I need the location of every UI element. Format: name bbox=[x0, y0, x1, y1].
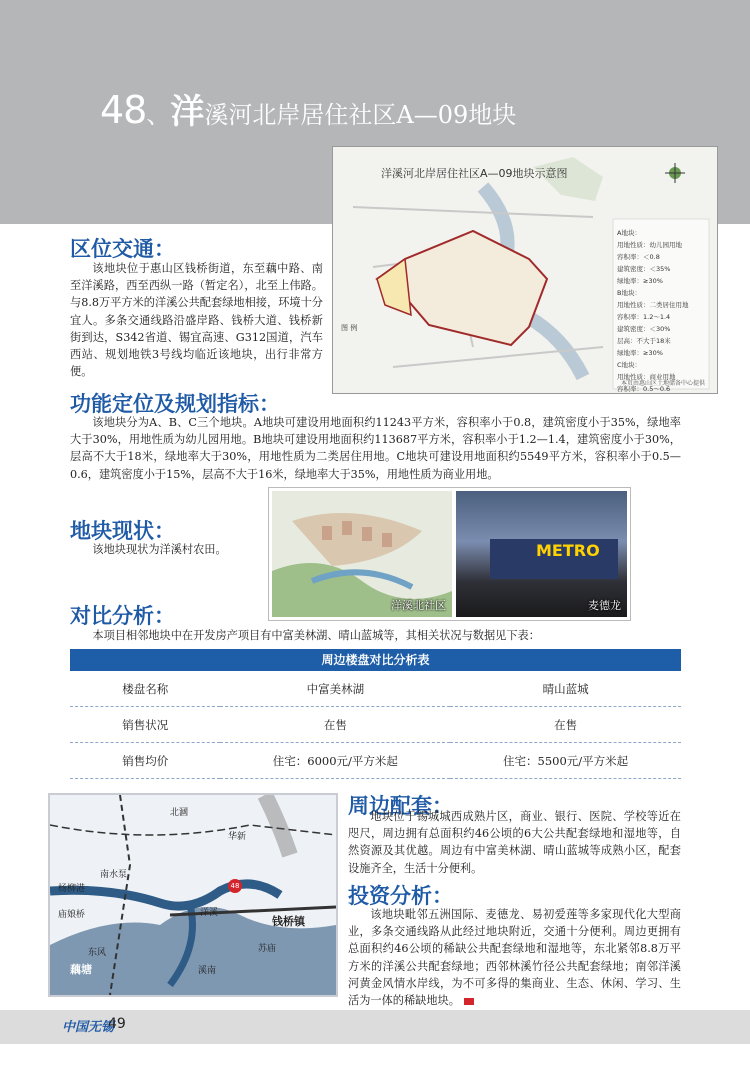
metro-sign: METRO bbox=[536, 541, 600, 560]
table-row bbox=[70, 707, 681, 743]
title-rest: 溪河北岸居住社区A—09地块 bbox=[204, 101, 517, 129]
info-line: A地块： bbox=[617, 229, 641, 237]
map-label: 东风 bbox=[88, 948, 107, 958]
table-cell: 销售状况 bbox=[70, 707, 220, 743]
map-label: 华新 bbox=[228, 832, 247, 842]
metro-photo-caption: 麦德龙 bbox=[588, 599, 621, 612]
page-title bbox=[100, 84, 516, 133]
investment-text bbox=[348, 906, 681, 1009]
info-line: 绿地率：≥30% bbox=[617, 349, 663, 357]
site-map-info bbox=[617, 227, 709, 394]
facilities-text bbox=[348, 808, 681, 877]
info-line: C地块： bbox=[617, 361, 642, 369]
function-heading: 功能定位及规划指标： bbox=[70, 392, 280, 416]
table-title: 周边楼盘对比分析表 bbox=[70, 649, 681, 671]
status-text bbox=[70, 541, 260, 558]
community-photo-caption: 洋溪北社区 bbox=[391, 599, 446, 612]
info-line: 建筑密度：＜30% bbox=[617, 325, 671, 333]
compare-paragraph: 本项目相邻地块中在开发房产项目有中富美林湖、晴山蓝城等，其相关状况与数据见下表： bbox=[92, 629, 540, 642]
compare-heading: 对比分析： bbox=[70, 604, 175, 628]
site-map-footnote: 本页由惠山区土地储备中心提供 bbox=[620, 380, 705, 387]
investment-paragraph-text: 该地块毗邻五洲国际、麦德龙、易初爱莲等多家现代化大型商业，多条交通线路从此经过地块附近，交通十分便利。周边更拥有总面积约46公顷的稀缺公共配套绿地和湿地等，东北紧邻8.8万平方米的洋溪公共配套绿地；西邻林溪竹径公共配套绿地；南邻洋溪河黄金风情水岸线，为不可多得的集商业、生态、休闲、学习、生活为一体的稀缺地块。 bbox=[348, 908, 681, 1008]
table-cell: 销售均价 bbox=[70, 743, 220, 779]
site-plan-map bbox=[332, 146, 718, 394]
location-text bbox=[70, 260, 323, 380]
area-map-drawing bbox=[50, 795, 336, 995]
map-label: 北漍 bbox=[170, 808, 189, 818]
table-cell: 晴山蓝城 bbox=[450, 671, 681, 707]
info-line: 绿地率：≥30% bbox=[617, 277, 663, 285]
table-cell: 中富美林湖 bbox=[220, 671, 450, 707]
info-line: B地块： bbox=[617, 289, 641, 297]
investment-paragraph bbox=[348, 906, 681, 1009]
compare-text bbox=[70, 627, 681, 644]
comparison-table bbox=[70, 649, 681, 779]
site-map-legend: 图 例 bbox=[341, 324, 358, 332]
facilities-paragraph: 地块位于锡城城西成熟片区，商业、银行、医院、学校等近在咫尺，周边拥有总面积约46公顷的6大公共配套绿地和湿地等，自然资源及其优越。周边有中富美林湖、晴山蓝城等成熟小区，配套设施齐全，生活十分便利。 bbox=[348, 810, 681, 875]
title-first-char: 洋 bbox=[170, 92, 205, 132]
map-label: 洋溪 bbox=[200, 908, 219, 918]
map-label: 苏庙 bbox=[258, 944, 277, 954]
investment-heading: 投资分析： bbox=[348, 884, 453, 908]
comparison-table-body bbox=[70, 671, 681, 779]
info-line: 用地性质：二类居住用地 bbox=[617, 301, 689, 309]
title-number: 48 bbox=[100, 88, 147, 132]
title-separator: 、 bbox=[146, 101, 171, 129]
info-line: 容积率：0.5～0.6 bbox=[617, 385, 671, 393]
info-line: 用地性质：商业用地 bbox=[617, 373, 676, 381]
info-line: 容积率：＜0.8 bbox=[617, 253, 660, 261]
table-cell: 住宅：5500元/平方米起 bbox=[450, 743, 681, 779]
info-line: 容积率：1.2～1.4 bbox=[617, 313, 671, 321]
map-label: 南水泵 bbox=[100, 870, 128, 880]
facilities-heading: 周边配套： bbox=[348, 794, 453, 818]
function-text bbox=[70, 414, 681, 483]
metro-photo bbox=[456, 491, 627, 617]
map-label: 溪南 bbox=[198, 966, 217, 976]
info-line: 层高：不大于18米 bbox=[617, 337, 671, 345]
status-heading: 地块现状： bbox=[70, 519, 175, 543]
status-paragraph: 该地块现状为洋溪村农田。 bbox=[92, 543, 227, 556]
table-row bbox=[70, 671, 681, 707]
map-label: 庙娘桥 bbox=[58, 910, 86, 920]
table-cell: 楼盘名称 bbox=[70, 671, 220, 707]
community-photo bbox=[272, 491, 452, 617]
map-label: 杨柳港 bbox=[58, 884, 86, 894]
table-cell: 在售 bbox=[220, 707, 450, 743]
site-marker: 48 bbox=[228, 879, 242, 893]
table-cell: 住宅：6000元/平方米起 bbox=[220, 743, 450, 779]
function-paragraph: 该地块分为A、B、C三个地块。A地块可建设用地面积约11243平方米，容积率小于0.8，建筑密度小于35%，绿地率大于30%，用地性质为幼儿园用地。B地块可建设用地面积约113687平方米，容积率小于1.2—1.4，建筑密度小于30%，层高不大于18米，绿地率大于30%，用地性质为二类居住用地。C地块可建设用地面积约5549平方米，容积率小于0.5—0.6，建筑密度小于15%，层高不大于16米，绿地率大于35%，用地性质为商业用地。 bbox=[70, 416, 681, 481]
location-heading: 区位交通： bbox=[70, 237, 175, 261]
area-map bbox=[48, 793, 338, 997]
location-paragraph: 该地块位于惠山区钱桥街道，东至藕中路、南至洋溪路，西至西纵一路（暂定名），北至上伟路。与8.8万平方米的洋溪公共配套绿地相接，环境十分宜人。多条交通线路沿盛岸路、钱桥大道、钱桥新街到达，S342省道、锡宜高速、G312国道，汽车西站、规划地铁3号线均临近该地块，出行非常方便。 bbox=[70, 262, 323, 379]
map-label: 藕塘 bbox=[70, 963, 92, 976]
footer-logo: 中国无锡 bbox=[62, 1020, 115, 1035]
info-line: 用地性质：幼儿园用地 bbox=[617, 241, 682, 249]
info-line: 建筑密度：＜35% bbox=[617, 265, 671, 273]
photo-strip bbox=[268, 487, 631, 621]
table-cell: 在售 bbox=[450, 707, 681, 743]
map-label: 钱桥镇 bbox=[272, 915, 305, 928]
table-row bbox=[70, 743, 681, 779]
site-map-title: 洋溪河北岸居住社区A—09地块示意图 bbox=[381, 167, 568, 180]
page-number: 49 bbox=[108, 1016, 126, 1032]
end-mark-icon bbox=[464, 998, 474, 1005]
